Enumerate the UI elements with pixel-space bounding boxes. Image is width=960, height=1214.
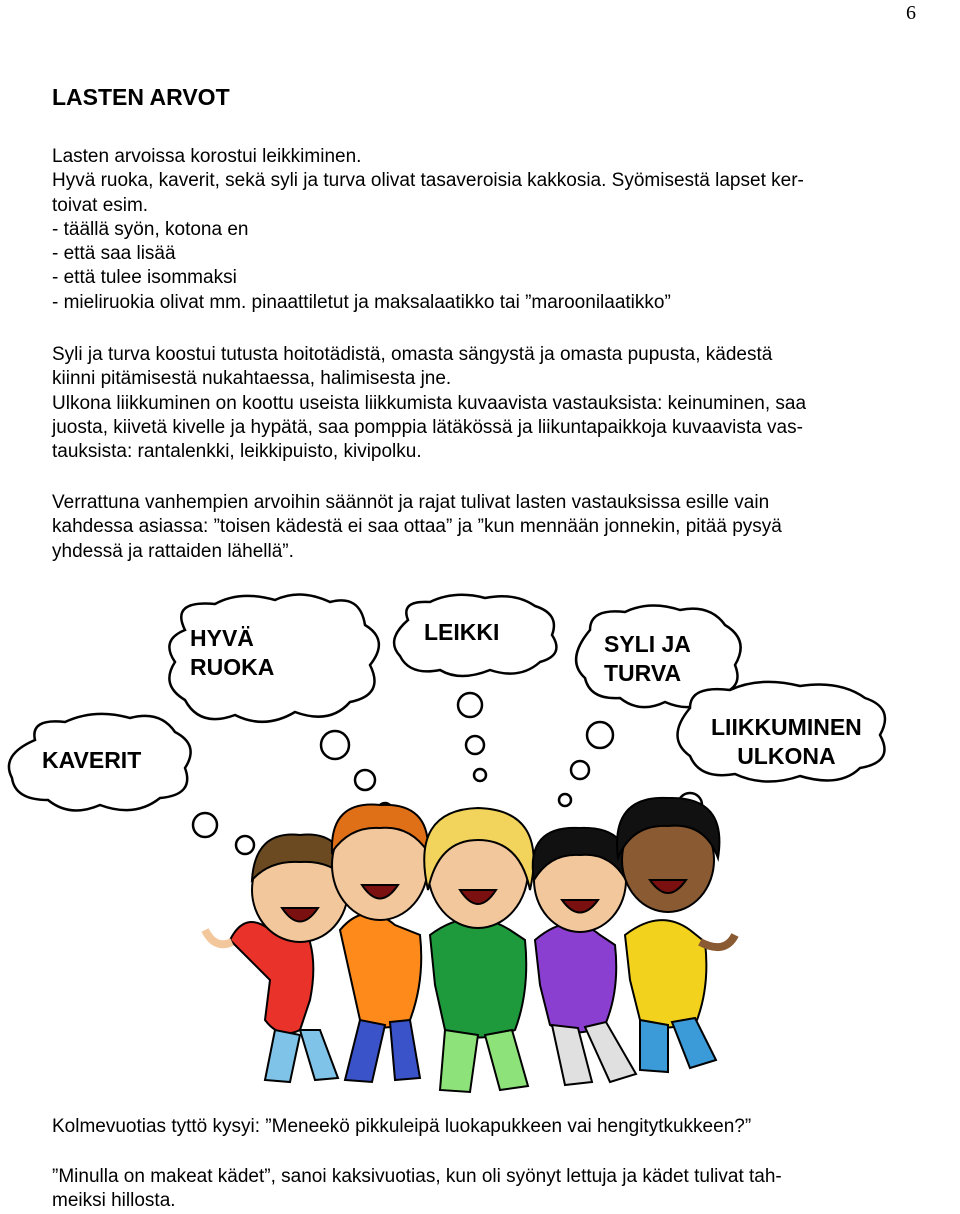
text-line: Kolmevuotias tyttö kysyi: ”Meneekö pikkuleipä luokapukkeen vai hengitytkukkeen?”	[52, 1116, 752, 1137]
five-laughing-children-icon	[0, 590, 960, 1100]
bubble-line: HYVÄ	[190, 625, 254, 651]
bubble-line: ULKONA	[737, 743, 836, 769]
bubble-liikkuminen-ulkona	[711, 713, 862, 771]
paragraph-security-outdoor	[52, 343, 908, 464]
text-line: toivat esim.	[52, 194, 149, 216]
children-group	[205, 798, 735, 1092]
paragraph-rules	[52, 491, 908, 564]
bubble-line: TURVA	[604, 660, 682, 686]
quote-two-year-old	[52, 1165, 908, 1214]
text-line: Ulkona liikkuminen on koottu useista liikkumista kuvaavista vastauksista: keinuminen, saa	[52, 392, 807, 414]
text-line: Lasten arvoissa korostui leikkiminen.	[52, 146, 362, 167]
page-number: 6	[906, 2, 916, 24]
text-line: yhdessä ja rattaiden lähellä”.	[52, 540, 294, 562]
bubble-line: RUOKA	[190, 654, 275, 680]
values-illustration	[0, 590, 960, 1100]
bubble-syli-ja-turva	[604, 630, 691, 688]
text-line: meiksi hillosta.	[52, 1190, 176, 1212]
text-line: kahdessa asiassa: ”toisen kädestä ei saa ottaa” ja ”kun mennään jonnekin, pitää pysyä	[52, 516, 782, 538]
text-line: tauksista: rantalenkki, leikkipuisto, kivipolku.	[52, 441, 422, 463]
bubble-line: SYLI JA	[604, 631, 691, 657]
bubble-kaverit: KAVERIT	[42, 747, 142, 773]
text-line: Hyvä ruoka, kaverit, sekä syli ja turva olivat tasaveroisia kakkosia. Syömisestä lapset ker-	[52, 170, 804, 192]
bubble-hyva-ruoka	[190, 624, 274, 682]
text-line: juosta, kiivetä kivelle ja hypätä, saa pomppia lätäkössä ja liikuntapaikkoja kuvaavista vas-	[52, 416, 803, 438]
page-heading: LASTEN ARVOT	[52, 84, 230, 110]
text-line: - että saa lisää	[52, 243, 176, 265]
text-line: Syli ja turva koostui tutusta hoitotädistä, omasta sängystä ja omasta pupusta, kädestä	[52, 344, 773, 365]
text-line: - että tulee isommaksi	[52, 267, 237, 289]
paragraph-children-values	[52, 145, 908, 315]
text-line: kiinni pitämisestä nukahtaessa, halimisesta jne.	[52, 368, 452, 390]
text-line: - täällä syön, kotona en	[52, 218, 249, 240]
text-line: ”Minulla on makeat kädet”, sanoi kaksivuotias, kun oli syönyt lettuja ja kädet tulivat tah-	[52, 1166, 782, 1187]
bubble-leikki: LEIKKI	[424, 619, 500, 645]
text-line: - mieliruokia olivat mm. pinaattiletut ja maksalaatikko tai ”maroonilaatikko”	[52, 291, 671, 313]
bubble-line: LIIKKUMINEN	[711, 714, 862, 740]
text-line: Verrattuna vanhempien arvoihin säännöt ja rajat tulivat lasten vastauksissa esille vain	[52, 492, 770, 513]
quote-three-year-old	[52, 1115, 908, 1139]
